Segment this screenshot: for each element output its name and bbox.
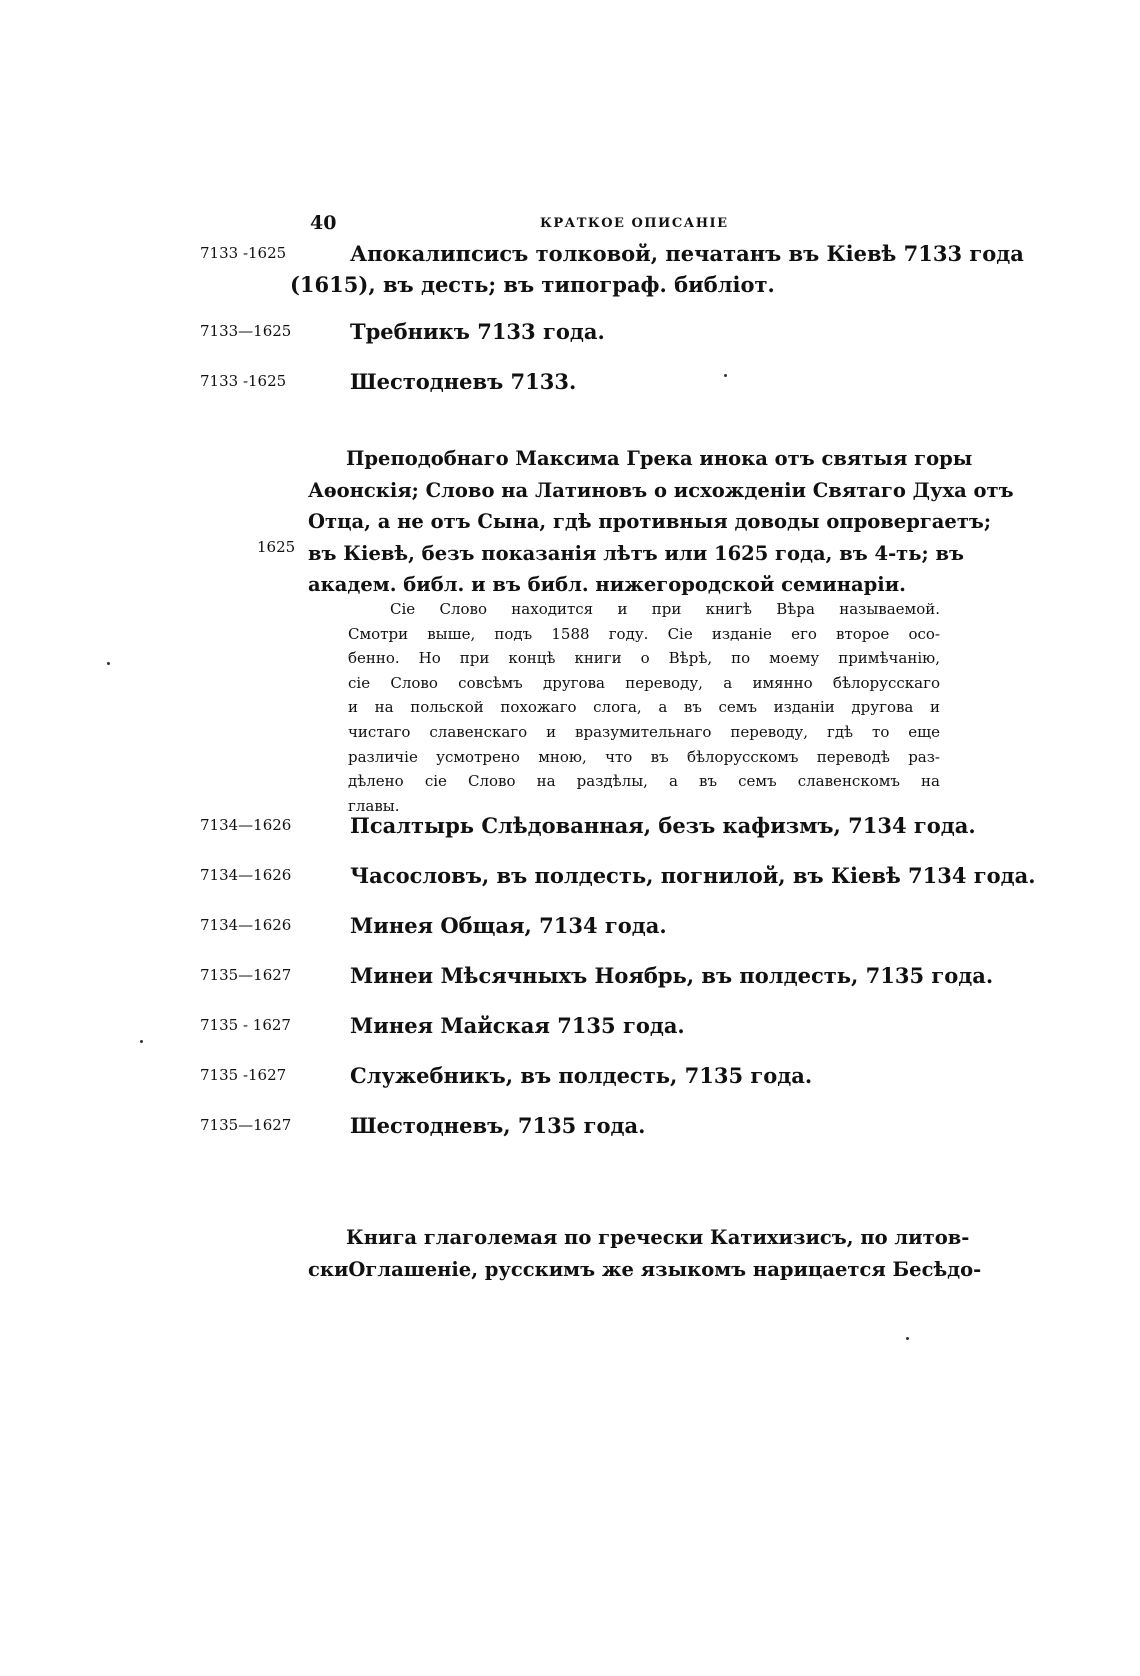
- entry-title-line: Минея Майская 7135 года.: [350, 1013, 685, 1038]
- paragraph-line: въ Кіевѣ, безъ показанія лѣтъ или 1625 года, въ 4-ть; въ: [308, 541, 964, 565]
- entry-paragraph: [308, 443, 1014, 601]
- final-paragraph: [308, 1222, 982, 1286]
- scan-speck: [140, 1040, 143, 1043]
- entry-title-line: Требникъ 7133 года.: [350, 319, 605, 344]
- note-line: дѣлено сіе Слово на раздѣлы, а въ семъ славенскомъ на: [348, 772, 940, 791]
- entry-date: 7133 -1625: [200, 244, 287, 262]
- entry-date: 7133 -1625: [200, 372, 287, 390]
- entry-date: 7135—1627: [200, 966, 292, 984]
- note-line: различіе усмотрено мною, что въ бѣлорусскомъ переводѣ раз-: [348, 747, 940, 766]
- paragraph-line: Отца, а не отъ Сына, гдѣ противныя доводы опровергаетъ;: [308, 510, 992, 533]
- paragraph-line: Аѳонскія; Слово на Латиновъ о исхожденіи Святаго Духа отъ: [308, 478, 1014, 502]
- note-line: и на польской похожаго слога, а въ семъ изданіи другова и: [348, 698, 940, 717]
- paragraph-line: Книга глаголемая по гречески Катихизисъ, по литов-: [346, 1226, 970, 1249]
- entry-title-line: Псалтырь Слѣдованная, безъ кафизмъ, 7134 года.: [350, 813, 976, 838]
- scan-speck: [724, 374, 727, 377]
- footnote-block: [348, 597, 940, 818]
- entry-title-line: (1615), въ десть; въ типограф. библіот.: [290, 272, 775, 297]
- page-number: 40: [310, 212, 337, 234]
- margin-date: 1625: [257, 538, 296, 556]
- entry-date: 7135—1627: [200, 1116, 292, 1134]
- entry-date: 7134—1626: [200, 866, 292, 884]
- entry-title-line: Шестодневъ, 7135 года.: [350, 1113, 646, 1138]
- note-line: главы.: [348, 796, 400, 815]
- scan-speck: [906, 1337, 909, 1340]
- entry-date: 7135 - 1627: [200, 1016, 291, 1034]
- note-line: сіе Слово совсѣмъ другова переводу, а имянно бѣлорусскаго: [348, 673, 940, 692]
- note-line: чистаго славенскаго и вразумительнаго переводу, гдѣ то еще: [348, 722, 940, 741]
- scan-speck: [107, 662, 110, 665]
- entry-date: 7134—1626: [200, 816, 292, 834]
- entry-title-line: Часословъ, въ полдесть, погнилой, въ Кіевѣ 7134 года.: [350, 863, 1036, 888]
- note-line: Сіе Слово находится и при книгѣ Вѣра называемой.: [390, 600, 940, 618]
- note-line: бенно. Но при концѣ книги о Вѣрѣ, по моему примѣчанію,: [348, 649, 940, 668]
- entry-date: 7135 -1627: [200, 1066, 287, 1084]
- paragraph-line: Преподобнаго Максима Грека инока отъ святыя горы: [346, 447, 973, 470]
- paragraph-line: скиОглашеніе, русскимъ же языкомъ нарицается Бесѣдо-: [308, 1258, 982, 1281]
- paragraph-line: академ. библ. и въ библ. нижегородской семинаріи.: [308, 573, 906, 596]
- entry-title-line: Служебникъ, въ полдесть, 7135 года.: [350, 1063, 813, 1088]
- running-title: КРАТКОЕ ОПИСАНІЕ: [540, 216, 729, 231]
- entry-date: 7134—1626: [200, 916, 292, 934]
- entry-title-line: Минея Общая, 7134 года.: [350, 913, 667, 938]
- note-line: Смотри выше, подъ 1588 году. Сіе изданіе его второе осо-: [348, 624, 940, 643]
- entry-date: 7133—1625: [200, 322, 292, 340]
- entry-title-line: Минеи Мѣсячныхъ Ноябрь, въ полдесть, 7135 года.: [350, 963, 994, 988]
- entry-title-line: Шестодневъ 7133.: [350, 369, 577, 394]
- entry-title-line: Апокалипсисъ толковой, печатанъ въ Кіевѣ 7133 года: [350, 241, 1024, 266]
